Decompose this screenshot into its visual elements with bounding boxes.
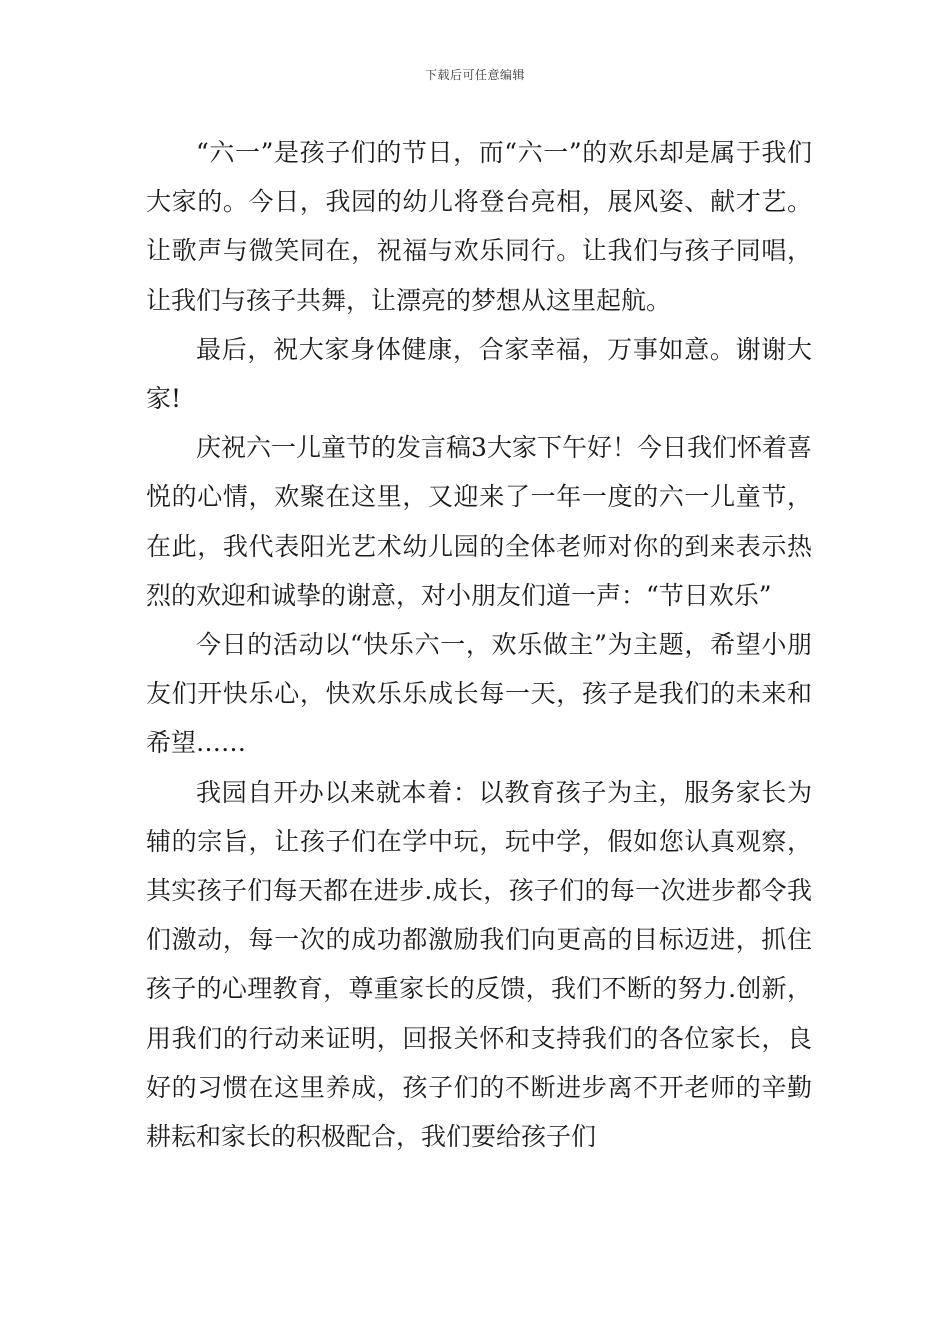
paragraph: “六一”是孩子们的节日，而“六一”的欢乐却是属于我们大家的。今日，我园的幼儿将登台亮相，展风姿、献才艺。让歌声与微笑同在，祝福与欢乐同行。让我们与孩子同唱，让我们与孩子共舞，让漂亮的梦想从这里起航。	[146, 138, 812, 315]
paragraph: 今日的活动以“快乐六一，欢乐做主”为主题，希望小朋友们开快乐心，快欢乐乐成长每一天，孩子是我们的未来和希望……	[146, 630, 812, 758]
document-body	[146, 128, 812, 1161]
paragraph: 最后，祝大家身体健康，合家幸福，万事如意。谢谢大家!	[146, 334, 812, 414]
paragraph: 庆祝六一儿童节的发言稿3大家下午好！今日我们怀着喜悦的心情，欢聚在这里，又迎来了一年一度的六一儿童节，在此，我代表阳光艺术幼儿园的全体老师对你的到来表示热烈的欢迎和诚挚的谢意，对小朋友们道一声：“节日欢乐”	[146, 433, 812, 610]
page-header: 下载后可任意编辑	[424, 68, 525, 82]
paragraph: 我园自开办以来就本着：以教育孩子为主，服务家长为辅的宗旨，让孩子们在学中玩，玩中学，假如您认真观察，其实孩子们每天都在进步.成长，孩子们的每一次进步都令我们激动，每一次的成功都激励我们向更高的目标迈进，抓住孩子的心理教育，尊重家长的反馈，我们不断的努力.创新，用我们的行动来证明，回报关怀和支持我们的各位家长，良好的习惯在这里养成，孩子们的不断进步离不开老师的辛勤耕耘和家长的积极配合，我们要给孩子们	[146, 777, 812, 1152]
